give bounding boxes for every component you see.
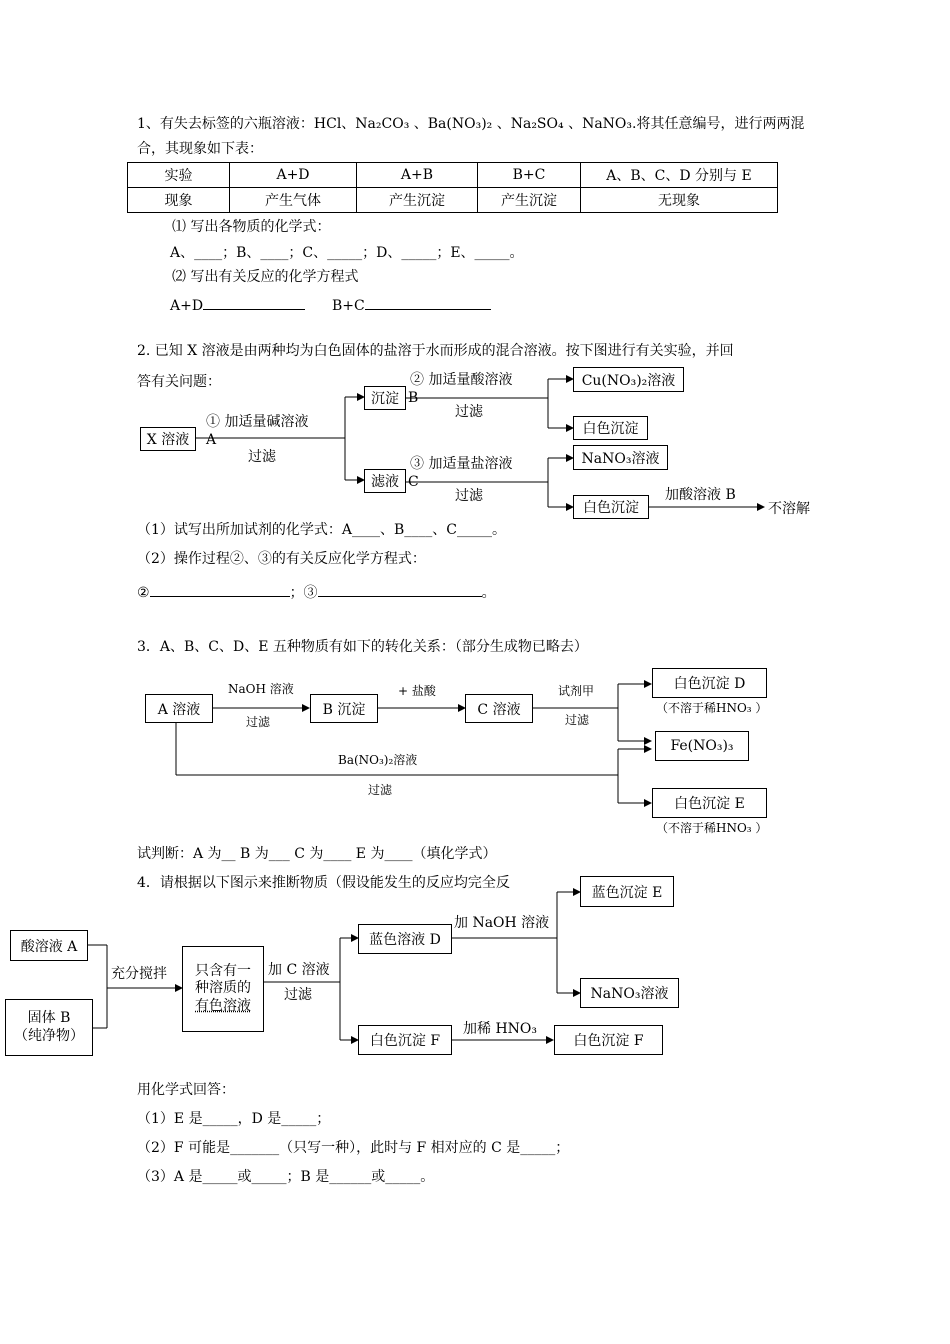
q3-a-solution-box: A 溶液 xyxy=(145,694,213,723)
q2-cu-nitrate-box: Cu(NO₃)₂溶液 xyxy=(573,367,684,392)
q3-note-e: （不溶于稀HNO₃ ） xyxy=(656,821,768,835)
table-cell: 产生沉淀 xyxy=(357,188,478,213)
q2-insoluble-label: 不溶解 xyxy=(768,501,810,517)
table-cell: 产生沉淀 xyxy=(478,188,581,213)
q2-intro-line1: 2. 已知 X 溶液是由两种均为白色固体的盐溶于水而形成的混合溶液。按下图进行有关实验，并回 xyxy=(137,343,734,359)
table-header-cell: B+C xyxy=(478,163,581,188)
q4-answer-2: （2）F 可能是_______（只写一种），此时与 F 相对应的 C 是_____； xyxy=(137,1140,570,1156)
q2-acid-b-label: 加酸溶液 B xyxy=(665,487,736,503)
q2-eq2-blank[interactable] xyxy=(150,582,290,597)
q2-eq-end: 。 xyxy=(481,585,496,601)
q4-solid-b-line1: 固体 B xyxy=(27,1010,71,1026)
q1-intro-line1: 1、有失去标签的六瓶溶液：HCl、Na₂CO₃ 、Ba(NO₃)₂ 、Na₂SO₄ 、NaNO₃.将其任意编号，进行两两混 xyxy=(137,116,805,132)
q4-solid-b-box xyxy=(5,999,93,1056)
q4-answer-1: （1）E 是_____，D 是_____； xyxy=(137,1111,331,1127)
q3-filter1-label: 过滤 xyxy=(246,715,271,729)
q1-sub1: ⑴ 写出各物质的化学式： xyxy=(172,219,331,235)
q1-sub2: ⑵ 写出有关反应的化学方程式 xyxy=(172,269,359,285)
q3-naoh-label: NaOH 溶液 xyxy=(228,682,294,696)
q4-mid-line1: 只含有一 xyxy=(195,962,251,979)
q4-white-ppt-f2-box: 白色沉淀 F xyxy=(554,1025,663,1055)
q4-mid-line2: 种溶质的 xyxy=(195,980,251,997)
q2-step2-label: ② 加适量酸溶液 xyxy=(410,372,513,388)
q2-question-a: （1）试写出所加试剂的化学式：A____、B____、C_____。 xyxy=(137,522,507,538)
q4-blue-ppt-e-box: 蓝色沉淀 E xyxy=(580,876,674,907)
q3-white-ppt-e-box: 白色沉淀 E xyxy=(652,788,767,818)
q2-intro-line2: 答有关问题： xyxy=(137,374,221,390)
table-header-cell: A、B、C、D 分别与 E xyxy=(581,163,778,188)
q4-filter-label: 过滤 xyxy=(284,987,312,1003)
q4-mid-line3: 有色溶液 xyxy=(195,997,251,1014)
q3-bano3-label: Ba(NO₃)₂溶液 xyxy=(338,753,418,767)
q1-eq-bc: B+C xyxy=(331,298,365,314)
q4-blue-solution-d-box: 蓝色溶液 D xyxy=(358,924,452,954)
q3-intro: 3．A、B、C、D、E 五种物质有如下的转化关系：（部分生成物已略去） xyxy=(137,639,588,655)
table-cell: 无现象 xyxy=(581,188,778,213)
q2-white-ppt-box-1: 白色沉淀 xyxy=(573,416,648,440)
q2-eq3-blank[interactable] xyxy=(318,582,482,597)
table-header-cell: 实验 xyxy=(128,163,230,188)
q2-nano3-box: NaNO₃溶液 xyxy=(573,445,668,470)
q4-hno3-label: 加稀 HNO₃ xyxy=(463,1021,537,1037)
q1-eq-ad: A+D xyxy=(170,298,204,314)
q4-intro: 4．请根据以下图示来推断物质（假设能发生的反应均完全反 xyxy=(137,875,510,891)
q2-precipitate-box: 沉淀 xyxy=(364,386,406,410)
q3-c-solution-box: C 溶液 xyxy=(465,694,533,723)
q3-b-precipitate-box: B 沉淀 xyxy=(310,694,378,723)
q2-question-b: （2）操作过程②、③的有关反应化学方程式： xyxy=(137,551,426,567)
table-header-cell: A+D xyxy=(230,163,357,188)
q3-filter3-label: 过滤 xyxy=(368,783,393,797)
q4-acid-a-box: 酸溶液 A xyxy=(10,930,88,961)
q2-filtrate-box: 滤液 xyxy=(364,469,406,493)
q2-step1-label: ① 加适量碱溶液 xyxy=(206,414,309,430)
q2-step1-letter: A xyxy=(206,432,217,448)
q2-step3-letter: C xyxy=(408,474,419,490)
q4-answer-head: 用化学式回答： xyxy=(137,1082,235,1098)
table-cell: 产生气体 xyxy=(230,188,357,213)
q2-x-solution-box: X 溶液 xyxy=(140,427,196,451)
q2-filter1-label: 过滤 xyxy=(248,449,276,465)
q3-hcl-label: + 盐酸 xyxy=(398,684,436,698)
q4-stir-label: 充分搅拌 xyxy=(111,966,167,982)
q4-nano3-box: NaNO₃溶液 xyxy=(580,978,679,1008)
table-cell: 现象 xyxy=(128,188,230,213)
q4-solid-b-line2: （纯净物） xyxy=(14,1027,84,1044)
q4-answer-3: （3）A 是_____或_____；B 是______或_____。 xyxy=(137,1169,435,1185)
q2-question-c xyxy=(137,582,496,600)
q2-step3-label: ③ 加适量盐溶液 xyxy=(410,456,513,472)
q4-colored-solution-box xyxy=(182,946,264,1032)
q4-white-ppt-f-box: 白色沉淀 F xyxy=(358,1025,452,1055)
q2-eq-sep: ；③ xyxy=(289,585,318,601)
q3-fe-nitrate-box: Fe(NO₃)₃ xyxy=(655,731,749,761)
q3-reagent-label: 试剂甲 xyxy=(558,684,595,698)
q2-filter3-label: 过滤 xyxy=(455,488,483,504)
q1-answers1: A、____；B、____；C、_____；D、_____；E、_____。 xyxy=(170,245,524,261)
q3-judge: 试判断：A 为__ B 为___ C 为____ E 为____（填化学式） xyxy=(137,846,497,862)
q2-white-ppt-box-2: 白色沉淀 xyxy=(573,495,649,519)
q3-filter2-label: 过滤 xyxy=(565,713,590,727)
q3-note-d: （不溶于稀HNO₃ ） xyxy=(656,701,768,715)
table-header-cell: A+B xyxy=(357,163,478,188)
q4-add-c-label: 加 C 溶液 xyxy=(268,962,330,978)
q2-filter2-label: 过滤 xyxy=(455,404,483,420)
q3-white-ppt-d-box: 白色沉淀 D xyxy=(652,668,767,698)
q4-naoh-label: 加 NaOH 溶液 xyxy=(454,915,550,931)
q2-step2-letter: B xyxy=(408,390,419,406)
q1-intro-line2: 合，其现象如下表： xyxy=(137,141,263,157)
q2-eq2-marker: ② xyxy=(137,585,150,601)
